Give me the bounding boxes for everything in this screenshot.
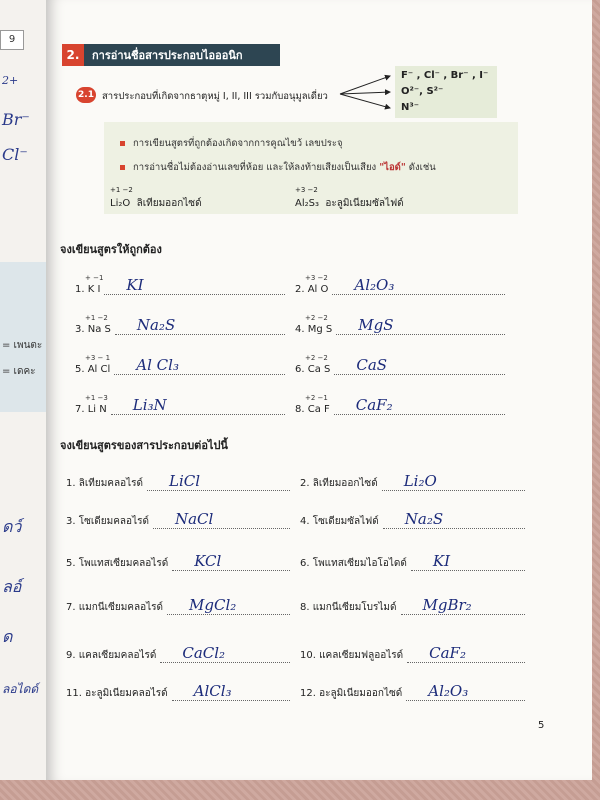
left-handwriting-2: Br⁻ [2, 110, 30, 129]
handwritten-answer: Li₂O [403, 472, 437, 490]
left-handwriting-5: ลอ์ [2, 577, 22, 596]
answer-line[interactable] [115, 316, 285, 335]
handwritten-answer: KI [432, 552, 451, 570]
handwritten-answer: AlCl₃ [193, 682, 232, 700]
rule-2-suffix: ดังเช่น [405, 162, 436, 173]
left-handwriting-6: ด [2, 627, 13, 646]
answer-line[interactable] [383, 510, 525, 529]
section-title: การอ่านชื่อสารประกอบไอออนิก [92, 49, 243, 62]
exercise-1-heading: จงเขียนสูตรให้ถูกต้อง [60, 243, 162, 256]
handwritten-answer: MgS [358, 316, 394, 334]
handwritten-answer: CaCl₂ [182, 644, 226, 662]
exercise-2-label: 6. โพแทสเซียมไอโอไดด์ [300, 558, 407, 569]
example-2 [295, 196, 404, 211]
handwritten-answer: KCl [194, 552, 222, 570]
handwritten-answer: KI [126, 276, 144, 294]
left-handwriting-7: ลอไดด์ [2, 682, 39, 696]
answer-line[interactable] [407, 644, 525, 663]
handwritten-answer: MgCl₂ [189, 596, 237, 614]
example-2-charges: +3 −2 [295, 186, 318, 194]
exercise-2-label: 10. แคลเซียมฟลูออไรด์ [300, 650, 404, 661]
section-number: 2. [62, 44, 84, 66]
exercise-1-label: 4. Mg S [295, 324, 333, 335]
example-1-formula: Li₂O [110, 198, 131, 209]
exercise-1-charges: +1 −3 [85, 394, 108, 402]
rule-2-text: การอ่านชื่อไม่ต้องอ่านเลขที่ห้อย และให้ลงท้ายเสียงเป็นเสียง [133, 162, 380, 173]
exercise-2-item [300, 644, 525, 663]
answer-line[interactable] [147, 472, 290, 491]
answer-line[interactable] [172, 682, 290, 701]
exercise-1-charges: +3 −2 [305, 274, 328, 282]
handwritten-answer: Na₂S [136, 316, 176, 334]
exercise-2-label: 3. โซเดียมคลอไรด์ [66, 516, 149, 527]
exercise-2-label: 1. ลิเทียมคลอไรด์ [66, 478, 144, 489]
answer-line[interactable] [111, 396, 285, 415]
handwritten-answer: CaS [356, 356, 388, 374]
left-text-2: = เพนตะ [2, 340, 43, 351]
handwritten-answer: CaF₂ [355, 396, 393, 414]
exercise-1-label: 6. Ca S [295, 364, 331, 375]
exercise-1-label: 7. Li N [75, 404, 107, 415]
exercise-1-charges: + −1 [85, 274, 104, 282]
handwritten-answer: Al₂O₃ [428, 682, 469, 700]
handwritten-answer: Na₂S [404, 510, 444, 528]
exercise-1-label: 3. Na S [75, 324, 111, 335]
exercise-2-label: 11. อะลูมิเนียมคลอไรด์ [66, 688, 168, 699]
exercise-1-label: 8. Ca F [295, 404, 330, 415]
exercise-2-item [66, 644, 290, 663]
exercise-1-charges: +2 −2 [305, 354, 328, 362]
bullet-icon [120, 165, 125, 170]
handwritten-answer: Al₂O₃ [354, 276, 395, 294]
handwritten-answer: Li₃N [132, 396, 167, 414]
example-2-formula: Al₂S₃ [295, 198, 319, 209]
exercise-2-item [300, 510, 525, 529]
handwritten-answer: CaF₂ [429, 644, 466, 662]
rule-1 [120, 136, 343, 151]
answer-line[interactable] [406, 682, 525, 701]
example-2-name: อะลูมิเนียมซัลไฟด์ [325, 198, 404, 209]
exercise-2-item [300, 682, 525, 701]
section-header [62, 44, 280, 66]
exercise-2-item [66, 552, 290, 571]
exercise-1-charges: +3 − 1 [85, 354, 111, 362]
answer-line[interactable] [160, 644, 290, 663]
answer-line[interactable] [334, 356, 505, 375]
example-1-charges: +1 −2 [110, 186, 133, 194]
exercise-1-charges: +2 −1 [305, 394, 328, 402]
arrows-icon [338, 70, 396, 116]
answer-line[interactable] [382, 472, 525, 491]
answer-line[interactable] [334, 396, 505, 415]
exercise-2-item [300, 596, 525, 615]
right-page [46, 0, 592, 780]
ion-nitride: N³⁻ [401, 102, 420, 113]
left-page-number: 9 [0, 30, 24, 50]
exercise-2-label: 4. โซเดียมซัลไฟด์ [300, 516, 379, 527]
exercise-2-label: 2. ลิเทียมออกไซด์ [300, 478, 378, 489]
left-handwriting-4: ดว์ [2, 517, 22, 536]
ion-chalcogens: O²⁻, S²⁻ [401, 86, 444, 97]
ion-box [395, 66, 497, 118]
answer-line[interactable] [411, 552, 525, 571]
example-1 [110, 196, 202, 211]
rule-1-text: การเขียนสูตรที่ถูกต้องเกิดจากการคูณไขว้ เลขประจุ [133, 138, 343, 149]
exercise-2-item [66, 596, 290, 615]
exercise-2-item [300, 472, 525, 491]
answer-line[interactable] [104, 276, 285, 295]
answer-line[interactable] [153, 510, 290, 529]
exercise-1-label: 2. Al O [295, 284, 329, 295]
answer-line[interactable] [172, 552, 290, 571]
handwritten-answer: MgBr₂ [422, 596, 472, 614]
left-handwriting-1: 2+ [2, 74, 19, 87]
example-1-name: ลิเทียมออกไซด์ [136, 198, 202, 209]
answer-line[interactable] [401, 596, 525, 615]
exercise-2-item [66, 682, 290, 701]
bullet-icon [120, 141, 125, 146]
exercise-1-charges: +2 −2 [305, 314, 328, 322]
exercise-2-item [66, 472, 290, 491]
left-page [0, 0, 47, 780]
subsection-badge: 2.1 [76, 87, 96, 103]
exercise-2-label: 8. แมกนีเซียมโบรไมด์ [300, 602, 397, 613]
answer-line[interactable] [114, 356, 285, 375]
handwritten-answer: Al Cl₃ [136, 356, 179, 374]
handwritten-answer: LiCl [169, 472, 201, 490]
left-handwriting-3: Cl⁻ [2, 145, 28, 164]
exercise-1-charges: +1 −2 [85, 314, 108, 322]
exercise-2-label: 7. แมกนีเซียมคลอไรด์ [66, 602, 164, 613]
handwritten-answer: NaCl [174, 510, 214, 528]
exercise-2-label: 12. อะลูมิเนียมออกไซด์ [300, 688, 403, 699]
ion-halides: F⁻ , Cl⁻ , Br⁻ , I⁻ [401, 70, 489, 81]
left-text-3: = เดคะ [2, 366, 36, 377]
exercise-1-item [75, 276, 285, 295]
left-blue-band [0, 262, 46, 412]
subsection-text: สารประกอบที่เกิดจากธาตุหมู่ I, II, III รวมกับอนุมูลเดี่ยว [102, 91, 328, 102]
exercise-2-heading: จงเขียนสูตรของสารประกอบต่อไปนี้ [60, 439, 228, 452]
exercise-2-label: 5. โพแทสเซียมคลอไรด์ [66, 558, 169, 569]
exercise-2-label: 9. แคลเซียมคลอไรด์ [66, 650, 157, 661]
exercise-2-item [300, 552, 525, 571]
exercise-2-item [66, 510, 290, 529]
rule-2-highlight: "ไอด์" [379, 162, 406, 173]
exercise-1-label: 5. Al Cl [75, 364, 111, 375]
rule-2 [120, 160, 436, 175]
page-number: 5 [538, 720, 545, 731]
answer-line[interactable] [167, 596, 290, 615]
answer-line[interactable] [332, 276, 505, 295]
exercise-1-label: 1. K I [75, 284, 101, 295]
answer-line[interactable] [336, 316, 505, 335]
